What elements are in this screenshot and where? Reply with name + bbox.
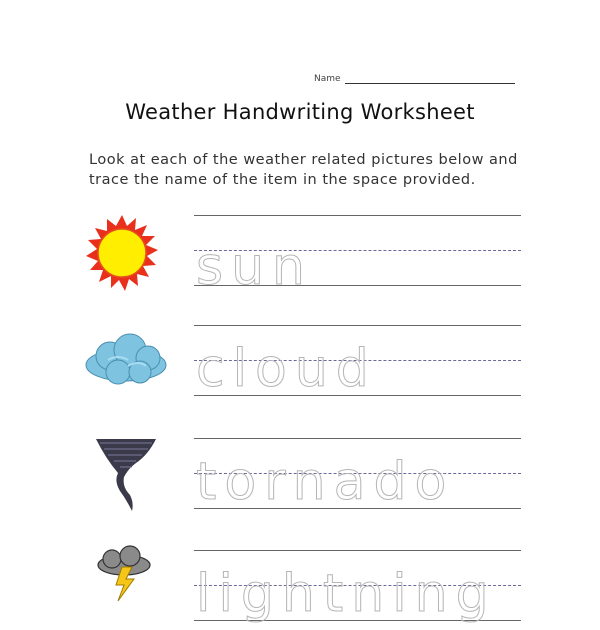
tracing-lines[interactable] (194, 325, 521, 397)
lightning-icon (78, 545, 174, 625)
top-line (194, 438, 521, 439)
trace-word: lightning (196, 564, 497, 624)
instructions: Look at each of the weather related pictures below and trace the name of the item in the space provided. (89, 152, 518, 188)
tracing-lines[interactable] (194, 215, 521, 297)
sun-icon (78, 213, 174, 293)
top-line (194, 550, 521, 551)
name-label: Name (314, 74, 341, 84)
worksheet-row-tornado (0, 428, 600, 518)
tracing-lines[interactable] (194, 550, 521, 622)
tornado-icon (78, 433, 174, 513)
top-line (194, 325, 521, 326)
trace-word: tornado (196, 452, 455, 512)
trace-word: cloud (196, 339, 377, 399)
name-line[interactable] (345, 74, 515, 84)
tracing-lines[interactable] (194, 438, 521, 510)
page-title: Weather Handwriting Worksheet (125, 100, 475, 124)
trace-word: sun (196, 237, 314, 297)
worksheet-row-lightning (0, 540, 600, 630)
baseline (194, 620, 521, 621)
worksheet-row-sun (0, 205, 600, 295)
top-line (194, 215, 521, 216)
cloud-icon (78, 320, 174, 400)
name-field (314, 74, 515, 84)
worksheet-row-cloud (0, 315, 600, 405)
